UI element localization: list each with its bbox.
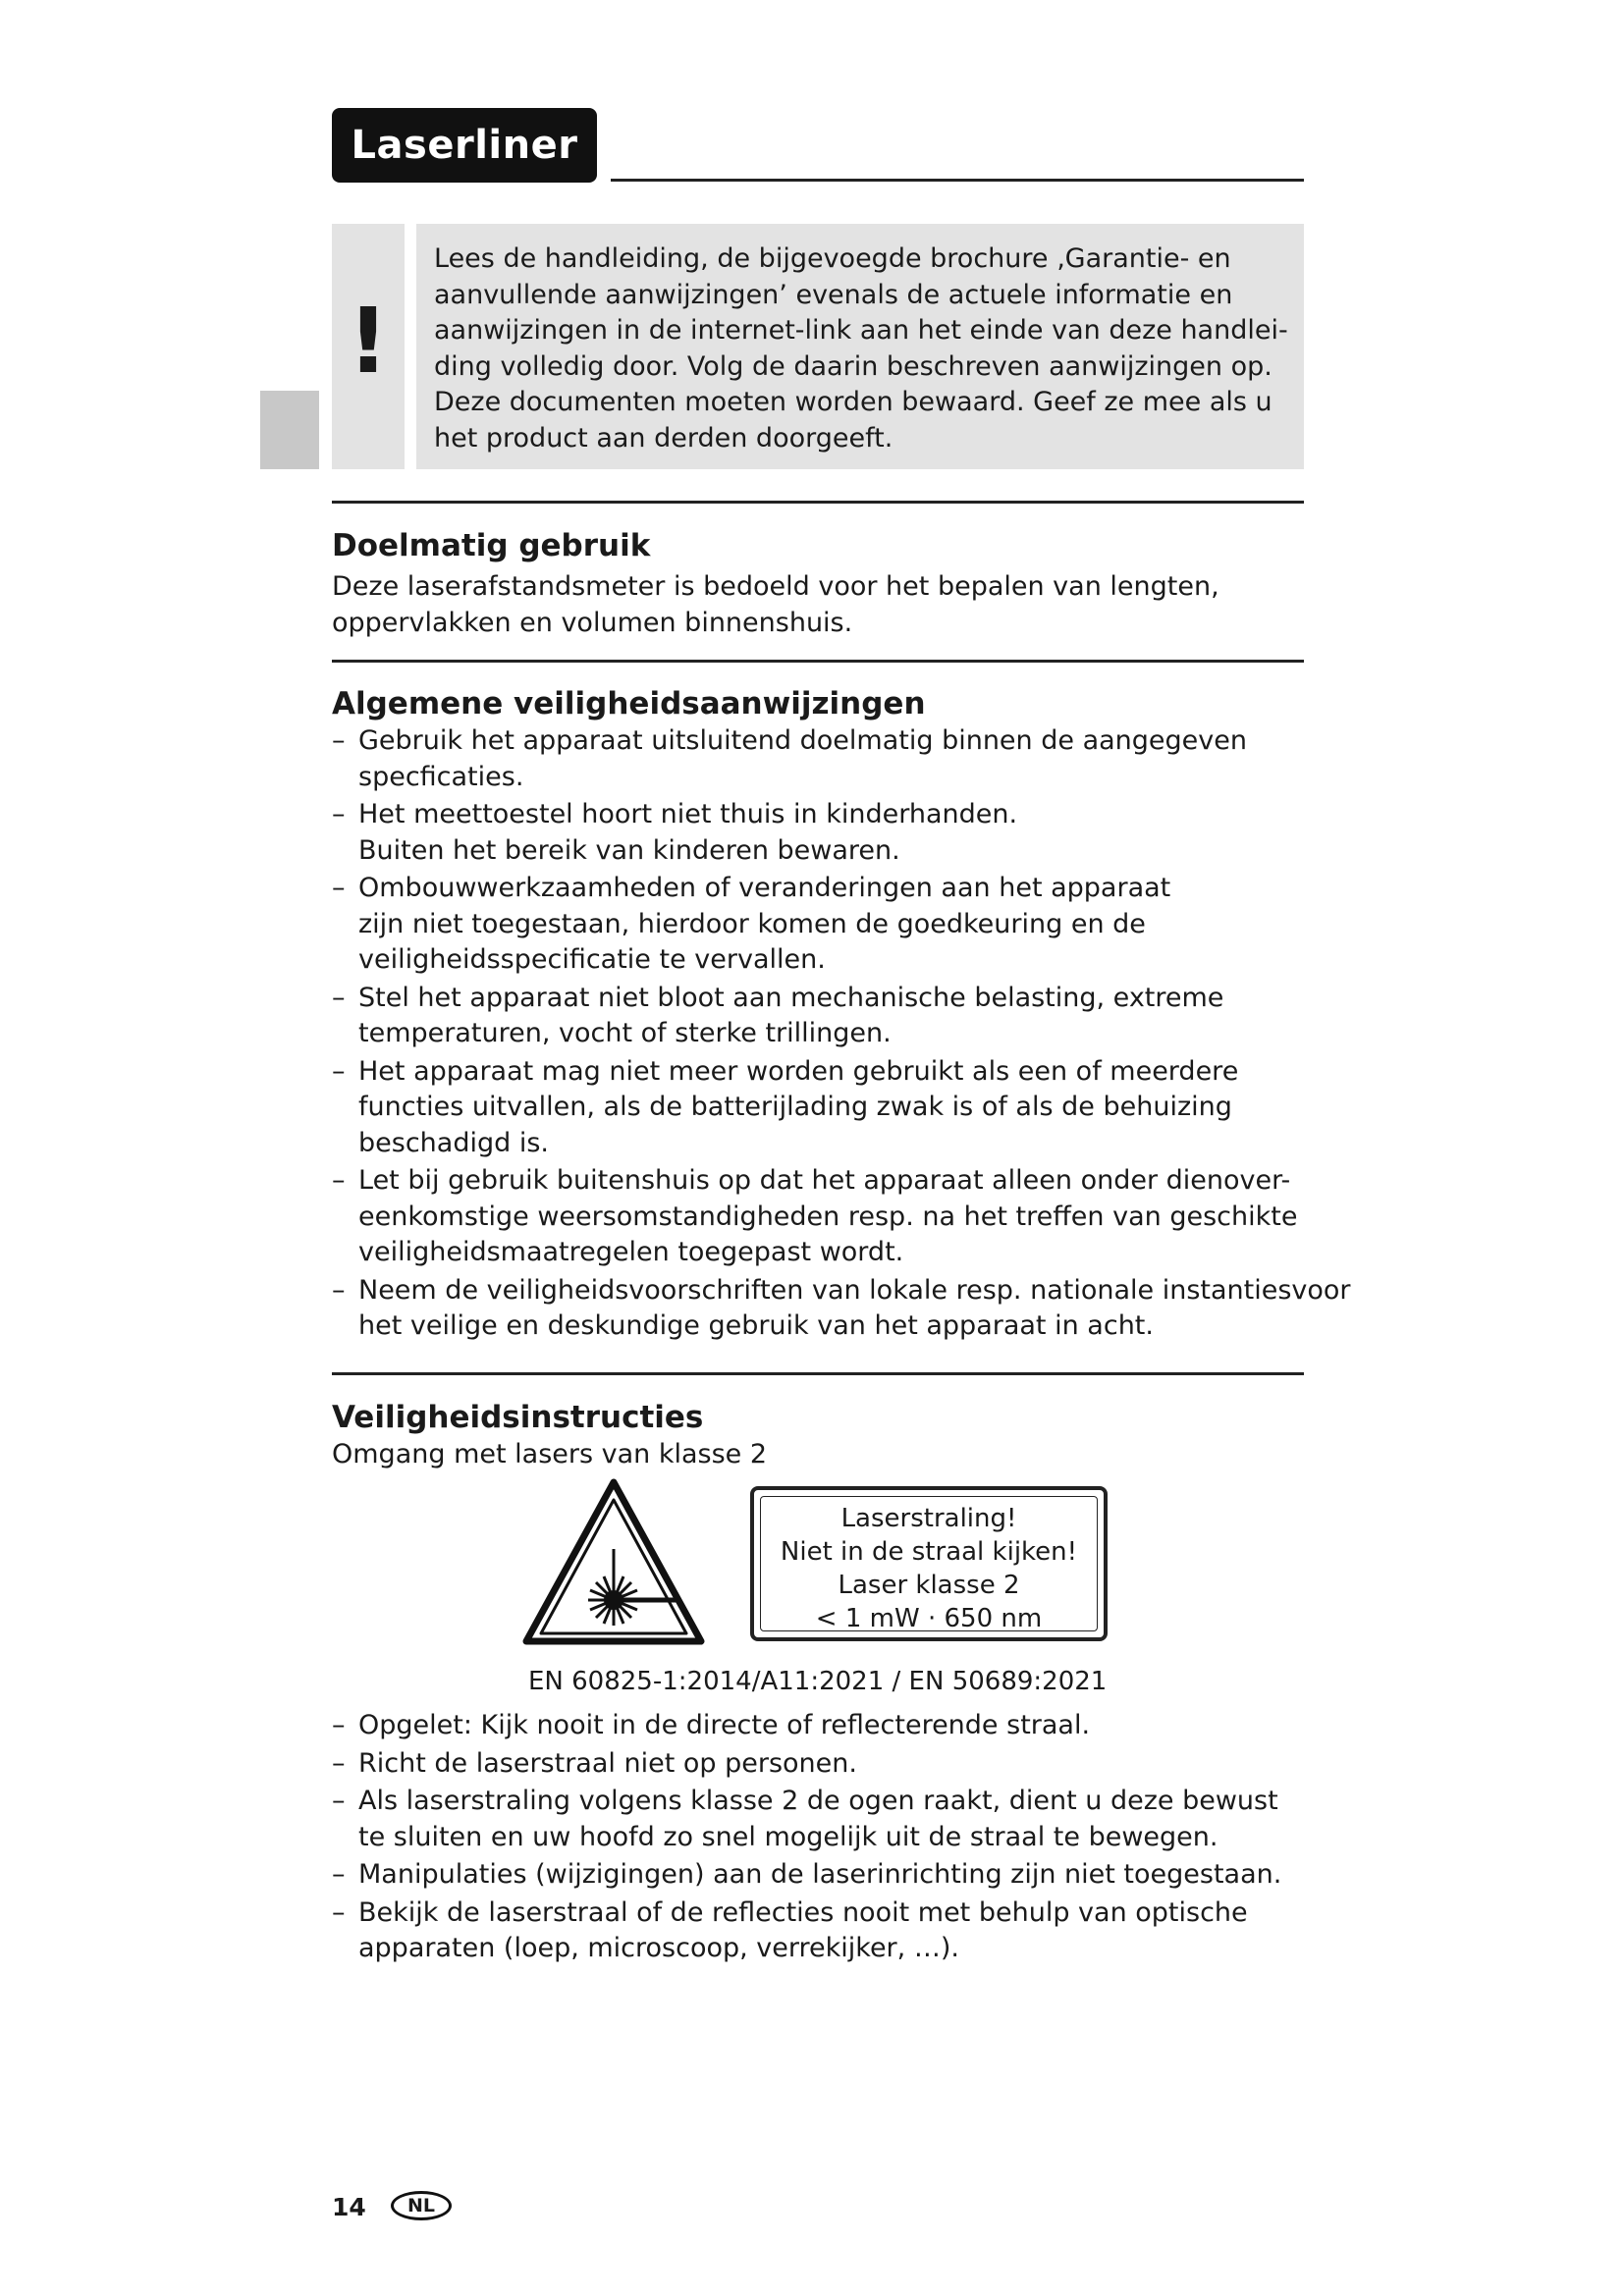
list-item <box>332 871 1314 979</box>
list-line: veiligheidsmaatregelen toegepast wordt. <box>358 1237 904 1267</box>
laserliner-logo: Laserliner <box>332 108 597 183</box>
list-line: veiligheidsspecificatie te vervallen. <box>358 944 826 975</box>
list-item <box>332 1746 1314 1783</box>
list-item <box>332 797 1314 869</box>
list-line: Manipulaties (wijzigingen) aan de laserinrichting zijn niet toegestaan. <box>358 1859 1282 1890</box>
dash-bullet: – <box>332 873 346 903</box>
list-line: Neem de veiligheidsvoorschriften van lokale resp. nationale instantiesvoor <box>358 1274 1351 1306</box>
label-line: Laserstraling! <box>840 1504 1017 1533</box>
list-line: Stel het apparaat niet bloot aan mechanische belasting, extreme <box>358 982 1224 1013</box>
dash-bullet: – <box>332 982 346 1013</box>
list-item <box>332 1896 1314 1967</box>
list-item <box>332 1708 1314 1744</box>
general-safety-heading: Algemene veiligheidsaanwijzingen <box>332 686 926 721</box>
list-line: Ombouwwerkzaamheden of veranderingen aan het apparaat <box>358 873 1171 903</box>
notice-line: het product aan derden doorgeeft. <box>434 422 893 454</box>
language-badge: NL <box>391 2191 452 2220</box>
label-line: Niet in de straal kijken! <box>780 1537 1078 1567</box>
list-line: beschadigd is. <box>358 1127 549 1158</box>
list-line: Buiten het bereik van kinderen bewaren. <box>358 834 900 866</box>
safety-instructions-list <box>332 1708 1314 1969</box>
notice-line: Deze documenten moeten worden bewaard. Geef ze mee als u <box>434 387 1272 417</box>
label-line: < 1 mW · 650 nm <box>815 1604 1043 1633</box>
list-line: temperaturen, vocht of sterke trillingen. <box>358 1018 892 1048</box>
header-rule <box>611 179 1304 182</box>
notice-line: Lees de handleiding, de bijgevoegde brochure ‚Garantie- en <box>434 243 1231 274</box>
laser-warning-triangle-icon <box>522 1478 705 1647</box>
list-item <box>332 1273 1351 1345</box>
dash-bullet: – <box>332 1274 346 1306</box>
dash-bullet: – <box>332 1710 346 1740</box>
list-line: apparaten (loep, microscoop, verrekijker, …). <box>358 1933 959 1963</box>
list-line: eenkomstige weersomstandigheden resp. na het treffen van geschikte <box>358 1201 1298 1232</box>
section-rule <box>332 1372 1304 1375</box>
list-line: Opgelet: Kijk nooit in de directe of reflecterende straal. <box>358 1710 1091 1740</box>
list-item <box>332 1857 1314 1894</box>
page-number: 14 <box>332 2193 366 2221</box>
notice-box <box>416 224 1304 469</box>
list-line: functies uitvallen, als de batterijlading zwak is of als de behuizing <box>358 1092 1232 1122</box>
dash-bullet: – <box>332 1896 346 1928</box>
intended-use-text <box>332 569 1304 641</box>
exclamation-icon: ! <box>348 289 389 394</box>
list-item <box>332 723 1314 795</box>
general-safety-list <box>332 723 1351 1347</box>
list-line: Het meettoestel hoort niet thuis in kinderhanden. <box>358 799 1018 829</box>
dash-bullet: – <box>332 1747 346 1779</box>
list-line: zijn niet toegestaan, hierdoor komen de goedkeuring en de <box>358 908 1146 939</box>
dash-bullet: – <box>332 1786 346 1816</box>
list-item <box>332 1784 1314 1855</box>
section-rule <box>332 501 1304 504</box>
list-line: Richt de laserstraal niet op personen. <box>358 1747 857 1779</box>
section-tab-marker <box>260 391 319 469</box>
intended-use-heading: Doelmatig gebruik <box>332 528 651 563</box>
list-line: Bekijk de laserstraal of de reflecties nooit met behulp van optische <box>358 1896 1248 1928</box>
notice-line: ding volledig door. Volg de daarin beschreven aanwijzingen op. <box>434 350 1272 382</box>
notice-icon-box <box>332 224 405 469</box>
dash-bullet: – <box>332 1165 346 1196</box>
list-item <box>332 1054 1314 1162</box>
list-line: specficaties. <box>358 761 524 792</box>
list-item <box>332 981 1314 1052</box>
list-line: Als laserstraling volgens klasse 2 de ogen raakt, dient u deze bewust <box>358 1786 1278 1816</box>
notice-text <box>434 241 1298 456</box>
list-line: Let bij gebruik buitenshuis op dat het apparaat alleen onder dienover- <box>358 1165 1291 1196</box>
dash-bullet: – <box>332 1055 346 1087</box>
text-line: oppervlakken en volumen binnenshuis. <box>332 607 853 638</box>
notice-line: aanwijzingen in de internet-link aan het einde van deze handlei- <box>434 315 1288 346</box>
list-line: Gebruik het apparaat uitsluitend doelmatig binnen de aangegeven <box>358 725 1247 756</box>
standard-reference: EN 60825-1:2014/A11:2021 / EN 50689:2021 <box>528 1667 1108 1696</box>
notice-line: aanvullende aanwijzingen’ evenals de actuele informatie en <box>434 279 1233 310</box>
text-line: Deze laserafstandsmeter is bedoeld voor het bepalen van lengten, <box>332 571 1219 602</box>
safety-instructions-heading: Veiligheidsinstructies <box>332 1400 704 1435</box>
laser-class-label <box>750 1486 1108 1641</box>
list-line: te sluiten en uw hoofd zo snel mogelijk uit de straal te bewegen. <box>358 1821 1218 1852</box>
safety-instructions-subheading: Omgang met lasers van klasse 2 <box>332 1439 768 1469</box>
list-item <box>332 1163 1314 1271</box>
list-line: het veilige en deskundige gebruik van het apparaat in acht. <box>358 1310 1154 1341</box>
section-rule <box>332 660 1304 663</box>
list-line: Het apparaat mag niet meer worden gebruikt als een of meerdere <box>358 1055 1239 1087</box>
dash-bullet: – <box>332 725 346 756</box>
dash-bullet: – <box>332 1859 346 1890</box>
dash-bullet: – <box>332 799 346 829</box>
label-line: Laser klasse 2 <box>838 1571 1020 1600</box>
